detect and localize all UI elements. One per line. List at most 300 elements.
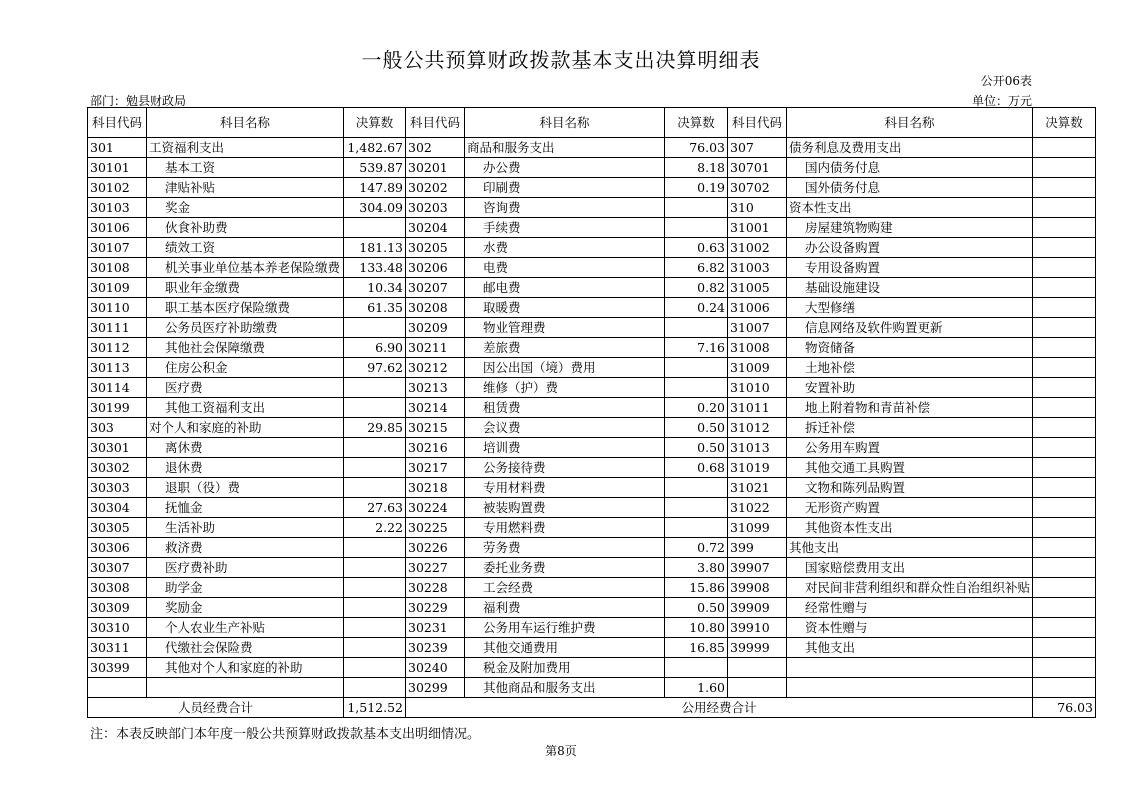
subject-code: 30302 [88, 458, 147, 478]
subject-code: 30207 [406, 278, 465, 298]
subject-name: 委托业务费 [465, 558, 665, 578]
subject-code: 30310 [88, 618, 147, 638]
amount-value [1033, 538, 1096, 558]
subject-name: 基本工资 [147, 158, 344, 178]
amount-value: 0.72 [665, 538, 728, 558]
amount-value [665, 518, 728, 538]
subject-name: 其他商品和服务支出 [465, 678, 665, 698]
subject-code: 30109 [88, 278, 147, 298]
subject-code [728, 678, 787, 698]
amount-value [665, 218, 728, 238]
subject-name: 基础设施建设 [787, 278, 1033, 298]
amount-value [1033, 398, 1096, 418]
subject-code: 30228 [406, 578, 465, 598]
amount-value [344, 618, 406, 638]
subject-code: 30224 [406, 498, 465, 518]
subject-code: 31013 [728, 438, 787, 458]
subject-code: 30204 [406, 218, 465, 238]
col-header: 科目代码 [728, 108, 787, 138]
subject-code: 30206 [406, 258, 465, 278]
subject-code: 39909 [728, 598, 787, 618]
amount-value [344, 378, 406, 398]
amount-value [344, 578, 406, 598]
amount-value: 16.85 [665, 638, 728, 658]
table-row [88, 638, 1096, 658]
amount-value [1033, 198, 1096, 218]
subject-code: 30112 [88, 338, 147, 358]
subject-name: 国外债务付息 [787, 178, 1033, 198]
subject-name: 专用材料费 [465, 478, 665, 498]
subject-code: 30108 [88, 258, 147, 278]
amount-value [1033, 158, 1096, 178]
amount-value [1033, 498, 1096, 518]
subject-name: 伙食补助费 [147, 218, 344, 238]
subject-code: 30211 [406, 338, 465, 358]
table-row [88, 158, 1096, 178]
subject-name: 信息网络及软件购置更新 [787, 318, 1033, 338]
amount-value [344, 678, 406, 698]
subject-name: 经常性赠与 [787, 598, 1033, 618]
subject-code: 39907 [728, 558, 787, 578]
table-row [88, 338, 1096, 358]
page-number: 第8页 [545, 744, 577, 758]
subject-name: 职工基本医疗保险缴费 [147, 298, 344, 318]
subject-name: 奖金 [147, 198, 344, 218]
subject-code: 30227 [406, 558, 465, 578]
subject-code: 30202 [406, 178, 465, 198]
amount-value: 6.82 [665, 258, 728, 278]
subject-code: 31001 [728, 218, 787, 238]
subject-name: 住房公积金 [147, 358, 344, 378]
table-row [88, 498, 1096, 518]
amount-value [665, 198, 728, 218]
amount-value [1033, 318, 1096, 338]
subject-code: 30212 [406, 358, 465, 378]
col-header: 科目名称 [147, 108, 344, 138]
amount-value [665, 358, 728, 378]
subject-code: 30225 [406, 518, 465, 538]
amount-value [344, 538, 406, 558]
subject-name: 其他工资福利支出 [147, 398, 344, 418]
subject-code: 30214 [406, 398, 465, 418]
subject-name: 专用燃料费 [465, 518, 665, 538]
subject-name: 福利费 [465, 598, 665, 618]
subject-name: 其他交通费用 [465, 638, 665, 658]
subject-name: 职业年金缴费 [147, 278, 344, 298]
subject-name [787, 678, 1033, 698]
subject-name: 物业管理费 [465, 318, 665, 338]
subject-code: 39999 [728, 638, 787, 658]
table-row [88, 318, 1096, 338]
amount-value: 8.18 [665, 158, 728, 178]
subject-code: 30231 [406, 618, 465, 638]
subject-code: 303 [88, 418, 147, 438]
subject-code: 31022 [728, 498, 787, 518]
subject-name: 津贴补贴 [147, 178, 344, 198]
subject-name: 绩效工资 [147, 238, 344, 258]
amount-value: 0.82 [665, 278, 728, 298]
amount-value [1033, 438, 1096, 458]
subject-name: 邮电费 [465, 278, 665, 298]
subject-code: 31006 [728, 298, 787, 318]
subject-name: 其他支出 [787, 538, 1033, 558]
subject-code: 31003 [728, 258, 787, 278]
amount-value: 27.63 [344, 498, 406, 518]
amount-value [1033, 418, 1096, 438]
table-row [88, 238, 1096, 258]
subject-code: 30229 [406, 598, 465, 618]
subject-name: 抚恤金 [147, 498, 344, 518]
subject-code: 31011 [728, 398, 787, 418]
subject-name: 电费 [465, 258, 665, 278]
subject-code: 30226 [406, 538, 465, 558]
subject-code: 30213 [406, 378, 465, 398]
table-row [88, 178, 1096, 198]
subject-name: 国内债务付息 [787, 158, 1033, 178]
amount-value: 304.09 [344, 198, 406, 218]
subject-code: 30304 [88, 498, 147, 518]
subject-code: 30305 [88, 518, 147, 538]
amount-value: 1,482.67 [344, 138, 406, 158]
subject-name: 其他支出 [787, 638, 1033, 658]
amount-value [665, 478, 728, 498]
amount-value: 3.80 [665, 558, 728, 578]
subject-code: 31010 [728, 378, 787, 398]
amount-value [665, 658, 728, 678]
amount-value [1033, 218, 1096, 238]
subject-name: 税金及附加费用 [465, 658, 665, 678]
subject-code: 30701 [728, 158, 787, 178]
subject-name: 因公出国（境）费用 [465, 358, 665, 378]
table-row [88, 478, 1096, 498]
subject-code: 30702 [728, 178, 787, 198]
amount-value: 6.90 [344, 338, 406, 358]
subject-name [147, 678, 344, 698]
subject-code: 31007 [728, 318, 787, 338]
table-row [88, 398, 1096, 418]
amount-value [1033, 598, 1096, 618]
subject-code: 30306 [88, 538, 147, 558]
amount-value [1033, 238, 1096, 258]
amount-value: 10.80 [665, 618, 728, 638]
subject-name: 公务员医疗补助缴费 [147, 318, 344, 338]
amount-value: 97.62 [344, 358, 406, 378]
subject-name: 培训费 [465, 438, 665, 458]
subject-name: 医疗费补助 [147, 558, 344, 578]
subject-name: 手续费 [465, 218, 665, 238]
table-row [88, 278, 1096, 298]
table-row [88, 438, 1096, 458]
col-header: 科目名称 [787, 108, 1033, 138]
table-row [88, 218, 1096, 238]
subject-name: 取暖费 [465, 298, 665, 318]
subject-code: 30303 [88, 478, 147, 498]
table-row [88, 578, 1096, 598]
subject-code: 31009 [728, 358, 787, 378]
table-row [88, 458, 1096, 478]
amount-value [344, 318, 406, 338]
amount-value [1033, 458, 1096, 478]
subject-name: 退职（役）费 [147, 478, 344, 498]
amount-value [1033, 338, 1096, 358]
personnel-total-label: 人员经费合计 [88, 698, 344, 718]
table-header-row [88, 108, 1096, 138]
subject-name: 公务用车运行维护费 [465, 618, 665, 638]
amount-value: 0.50 [665, 438, 728, 458]
subject-code: 30205 [406, 238, 465, 258]
subject-code: 30215 [406, 418, 465, 438]
amount-value: 1.60 [665, 678, 728, 698]
amount-value [1033, 518, 1096, 538]
amount-value [344, 598, 406, 618]
subject-name: 办公费 [465, 158, 665, 178]
amount-value [1033, 378, 1096, 398]
subject-name: 商品和服务支出 [465, 138, 665, 158]
subject-name: 公务接待费 [465, 458, 665, 478]
amount-value [344, 658, 406, 678]
amount-value [1033, 478, 1096, 498]
table-row [88, 138, 1096, 158]
subject-name: 地上附着物和青苗补偿 [787, 398, 1033, 418]
subject-code: 30399 [88, 658, 147, 678]
subject-name: 其他对个人和家庭的补助 [147, 658, 344, 678]
amount-value: 76.03 [665, 138, 728, 158]
amount-value [1033, 618, 1096, 638]
subject-code: 39910 [728, 618, 787, 638]
subject-code: 30114 [88, 378, 147, 398]
amount-value: 15.86 [665, 578, 728, 598]
subject-code: 39908 [728, 578, 787, 598]
amount-value [1033, 178, 1096, 198]
subject-name: 个人农业生产补贴 [147, 618, 344, 638]
amount-value: 0.63 [665, 238, 728, 258]
subject-code: 301 [88, 138, 147, 158]
subject-name: 对民间非营利组织和群众性自治组织补贴 [787, 578, 1033, 598]
subject-code: 30218 [406, 478, 465, 498]
amount-value: 0.20 [665, 398, 728, 418]
subject-code: 31005 [728, 278, 787, 298]
subject-code: 30103 [88, 198, 147, 218]
subject-name: 医疗费 [147, 378, 344, 398]
col-header: 科目名称 [465, 108, 665, 138]
subject-code: 30239 [406, 638, 465, 658]
subject-code: 30217 [406, 458, 465, 478]
subject-code: 30113 [88, 358, 147, 378]
amount-value: 181.13 [344, 238, 406, 258]
subject-code: 302 [406, 138, 465, 158]
table-row [88, 258, 1096, 278]
subject-code: 30299 [406, 678, 465, 698]
subject-code: 30209 [406, 318, 465, 338]
table-row [88, 558, 1096, 578]
subject-name: 被装购置费 [465, 498, 665, 518]
subject-name: 租赁费 [465, 398, 665, 418]
subject-name: 救济费 [147, 538, 344, 558]
subject-name: 办公设备购置 [787, 238, 1033, 258]
col-header: 决算数 [1033, 108, 1096, 138]
amount-value [1033, 138, 1096, 158]
subject-name: 维修（护）费 [465, 378, 665, 398]
amount-value [1033, 258, 1096, 278]
subject-name: 生活补助 [147, 518, 344, 538]
subject-code [88, 678, 147, 698]
subject-name: 会议费 [465, 418, 665, 438]
subject-name: 安置补助 [787, 378, 1033, 398]
amount-value: 147.89 [344, 178, 406, 198]
subject-name: 工资福利支出 [147, 138, 344, 158]
amount-value [665, 318, 728, 338]
table-row [88, 418, 1096, 438]
subject-name: 水费 [465, 238, 665, 258]
subject-name: 房屋建筑物购建 [787, 218, 1033, 238]
personnel-total-value: 1,512.52 [344, 698, 406, 718]
subject-code: 30101 [88, 158, 147, 178]
subject-code: 30110 [88, 298, 147, 318]
expenditure-table [87, 107, 1096, 718]
table-row [88, 598, 1096, 618]
amount-value [1033, 358, 1096, 378]
unit-label: 单位：万元 [971, 94, 1032, 108]
amount-value: 0.50 [665, 418, 728, 438]
subject-name: 助学金 [147, 578, 344, 598]
amount-value [1033, 658, 1096, 678]
subject-code: 30208 [406, 298, 465, 318]
subject-name: 对个人和家庭的补助 [147, 418, 344, 438]
subject-code: 30307 [88, 558, 147, 578]
amount-value: 0.19 [665, 178, 728, 198]
subject-name: 债务利息及费用支出 [787, 138, 1033, 158]
amount-value [1033, 578, 1096, 598]
subject-code [728, 658, 787, 678]
subject-code: 30203 [406, 198, 465, 218]
table-row [88, 658, 1096, 678]
public-total-value: 76.03 [1033, 698, 1096, 718]
amount-value [344, 438, 406, 458]
subject-code: 30308 [88, 578, 147, 598]
subject-code: 31019 [728, 458, 787, 478]
amount-value: 10.34 [344, 278, 406, 298]
subject-name: 奖励金 [147, 598, 344, 618]
subject-code: 30107 [88, 238, 147, 258]
subject-name: 劳务费 [465, 538, 665, 558]
subject-name: 印刷费 [465, 178, 665, 198]
table-row [88, 538, 1096, 558]
amount-value [1033, 558, 1096, 578]
amount-value: 61.35 [344, 298, 406, 318]
subject-name: 无形资产购置 [787, 498, 1033, 518]
amount-value [344, 478, 406, 498]
subject-code: 31002 [728, 238, 787, 258]
col-header: 科目代码 [406, 108, 465, 138]
subject-code: 30199 [88, 398, 147, 418]
amount-value [1033, 678, 1096, 698]
amount-value: 0.68 [665, 458, 728, 478]
table-row [88, 618, 1096, 638]
subject-code: 30216 [406, 438, 465, 458]
amount-value [344, 218, 406, 238]
subject-name: 土地补偿 [787, 358, 1033, 378]
subject-name: 拆迁补偿 [787, 418, 1033, 438]
public-total-label: 公用经费合计 [406, 698, 1033, 718]
subject-name [787, 658, 1033, 678]
table-row [88, 678, 1096, 698]
subject-name: 资本性支出 [787, 198, 1033, 218]
subject-name: 公务用车购置 [787, 438, 1033, 458]
col-header: 科目代码 [88, 108, 147, 138]
subject-name: 退休费 [147, 458, 344, 478]
subject-code: 30106 [88, 218, 147, 238]
subject-code: 30309 [88, 598, 147, 618]
amount-value [344, 558, 406, 578]
amount-value [344, 458, 406, 478]
subject-name: 其他社会保障缴费 [147, 338, 344, 358]
col-header: 决算数 [344, 108, 406, 138]
amount-value [1033, 298, 1096, 318]
subject-name: 其他交通工具购置 [787, 458, 1033, 478]
subject-code: 31021 [728, 478, 787, 498]
amount-value [1033, 278, 1096, 298]
subject-code: 31099 [728, 518, 787, 538]
subject-name: 差旅费 [465, 338, 665, 358]
amount-value: 29.85 [344, 418, 406, 438]
subject-name: 离休费 [147, 438, 344, 458]
report-title: 一般公共预算财政拨款基本支出决算明细表 [361, 48, 761, 72]
amount-value: 0.50 [665, 598, 728, 618]
amount-value: 0.24 [665, 298, 728, 318]
subject-name: 物资储备 [787, 338, 1033, 358]
subject-name: 机关事业单位基本养老保险缴费 [147, 258, 344, 278]
amount-value [344, 398, 406, 418]
subject-name: 专用设备购置 [787, 258, 1033, 278]
subject-name: 文物和陈列品购置 [787, 478, 1033, 498]
subject-code: 399 [728, 538, 787, 558]
amount-value [1033, 638, 1096, 658]
subject-code: 30240 [406, 658, 465, 678]
table-row [88, 298, 1096, 318]
table-row [88, 378, 1096, 398]
form-code: 公开06表 [980, 74, 1032, 88]
amount-value: 2.22 [344, 518, 406, 538]
department-label: 部门：勉县财政局 [90, 94, 187, 108]
subject-name: 其他资本性支出 [787, 518, 1033, 538]
subject-code: 30111 [88, 318, 147, 338]
col-header: 决算数 [665, 108, 728, 138]
subject-name: 大型修缮 [787, 298, 1033, 318]
amount-value [665, 498, 728, 518]
subject-name: 工会经费 [465, 578, 665, 598]
subject-name: 国家赔偿费用支出 [787, 558, 1033, 578]
table-row [88, 518, 1096, 538]
amount-value: 133.48 [344, 258, 406, 278]
subject-name: 资本性赠与 [787, 618, 1033, 638]
subject-code: 31008 [728, 338, 787, 358]
subject-code: 310 [728, 198, 787, 218]
amount-value [344, 638, 406, 658]
subject-code: 307 [728, 138, 787, 158]
subject-code: 30311 [88, 638, 147, 658]
subject-name: 咨询费 [465, 198, 665, 218]
subject-code: 30301 [88, 438, 147, 458]
subject-code: 30102 [88, 178, 147, 198]
subject-name: 代缴社会保险费 [147, 638, 344, 658]
totals-row [88, 698, 1096, 718]
subject-code: 30201 [406, 158, 465, 178]
amount-value: 539.87 [344, 158, 406, 178]
table-row [88, 358, 1096, 378]
subject-code: 31012 [728, 418, 787, 438]
footnote: 注：本表反映部门本年度一般公共预算财政拨款基本支出明细情况。 [90, 727, 481, 742]
amount-value: 7.16 [665, 338, 728, 358]
